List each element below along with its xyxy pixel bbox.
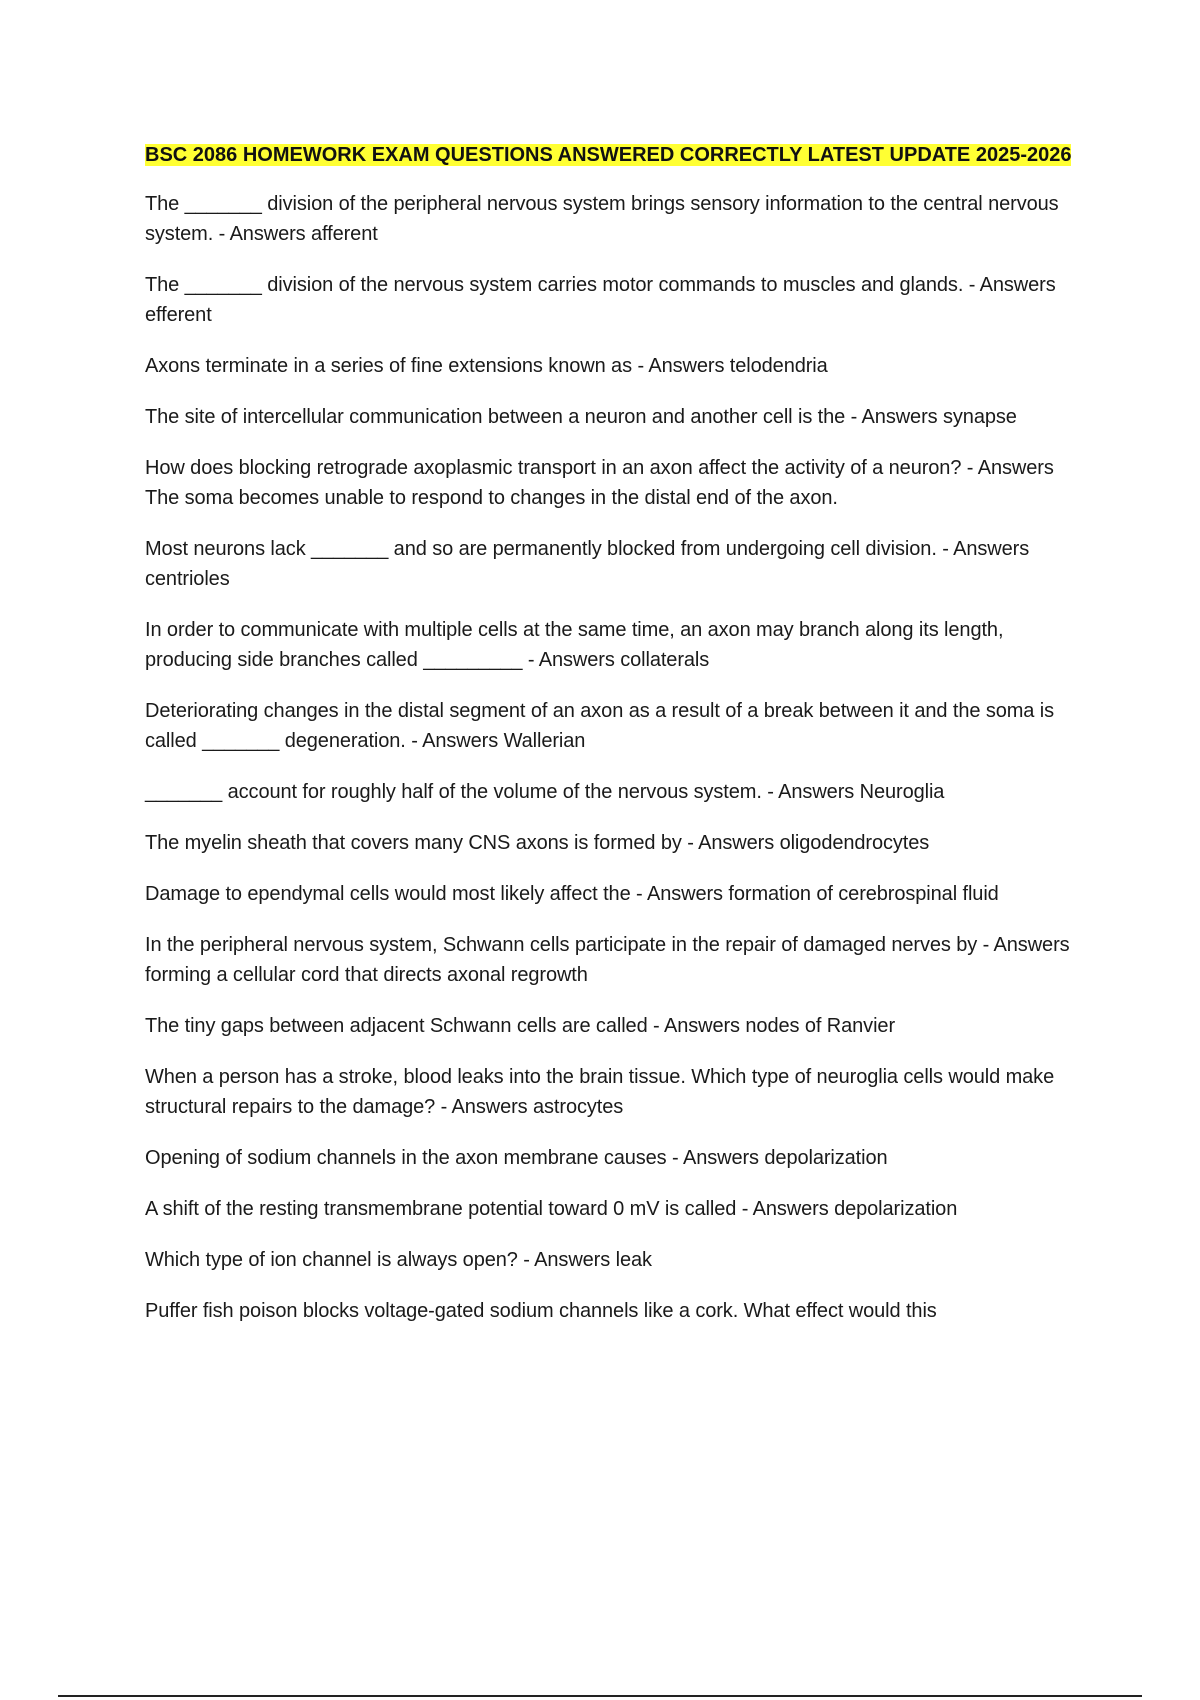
question-15: Opening of sodium channels in the axon membrane causes - Answers depolarization xyxy=(145,1147,888,1169)
question-5: How does blocking retrograde axoplasmic transport in an axon affect the activity of a neuron? - Answers The soma becomes unable to respond to changes in the distal end of the axon. xyxy=(145,457,1054,509)
question-10: The myelin sheath that covers many CNS axons is formed by - Answers oligodendrocytes xyxy=(145,832,930,854)
question-16: A shift of the resting transmembrane potential toward 0 mV is called - Answers depolarization xyxy=(145,1198,958,1220)
question-3: Axons terminate in a series of fine extensions known as - Answers telodendria xyxy=(145,355,828,377)
question-14: When a person has a stroke, blood leaks into the brain tissue. Which type of neuroglia cells would make structural repairs to the damage? - Answers astrocytes xyxy=(145,1066,1055,1118)
question-8: Deteriorating changes in the distal segment of an axon as a result of a break between it and the soma is called _______ degeneration. - Answers Wallerian xyxy=(145,700,1055,752)
question-7: In order to communicate with multiple cells at the same time, an axon may branch along its length, producing side branches called _________ - Answers collaterals xyxy=(145,619,1004,671)
document-content xyxy=(145,140,1090,1347)
question-12: In the peripheral nervous system, Schwann cells participate in the repair of damaged nerves by - Answers forming a cellular cord that directs axonal regrowth xyxy=(145,934,1070,986)
question-6: Most neurons lack _______ and so are permanently blocked from undergoing cell division. - Answers centrioles xyxy=(145,538,1030,590)
question-9: _______ account for roughly half of the volume of the nervous system. - Answers Neuroglia xyxy=(145,781,945,803)
question-17: Which type of ion channel is always open? - Answers leak xyxy=(145,1249,652,1271)
document-title xyxy=(145,140,1090,171)
page-bottom-rule xyxy=(58,1695,1142,1697)
question-18: Puffer fish poison blocks voltage-gated sodium channels like a cork. What effect would this xyxy=(145,1300,937,1322)
question-11: Damage to ependymal cells would most likely affect the - Answers formation of cerebrospinal fluid xyxy=(145,883,999,905)
question-2: The _______ division of the nervous system carries motor commands to muscles and glands. - Answers efferent xyxy=(145,274,1056,326)
question-4: The site of intercellular communication between a neuron and another cell is the - Answers synapse xyxy=(145,406,1017,428)
question-1: The _______ division of the peripheral nervous system brings sensory information to the central nervous system. - Answers afferent xyxy=(145,193,1059,245)
question-13: The tiny gaps between adjacent Schwann cells are called - Answers nodes of Ranvier xyxy=(145,1015,896,1037)
document-title-text: BSC 2086 HOMEWORK EXAM QUESTIONS ANSWERED CORRECTLY LATEST UPDATE 2025-2026 xyxy=(145,144,1072,166)
